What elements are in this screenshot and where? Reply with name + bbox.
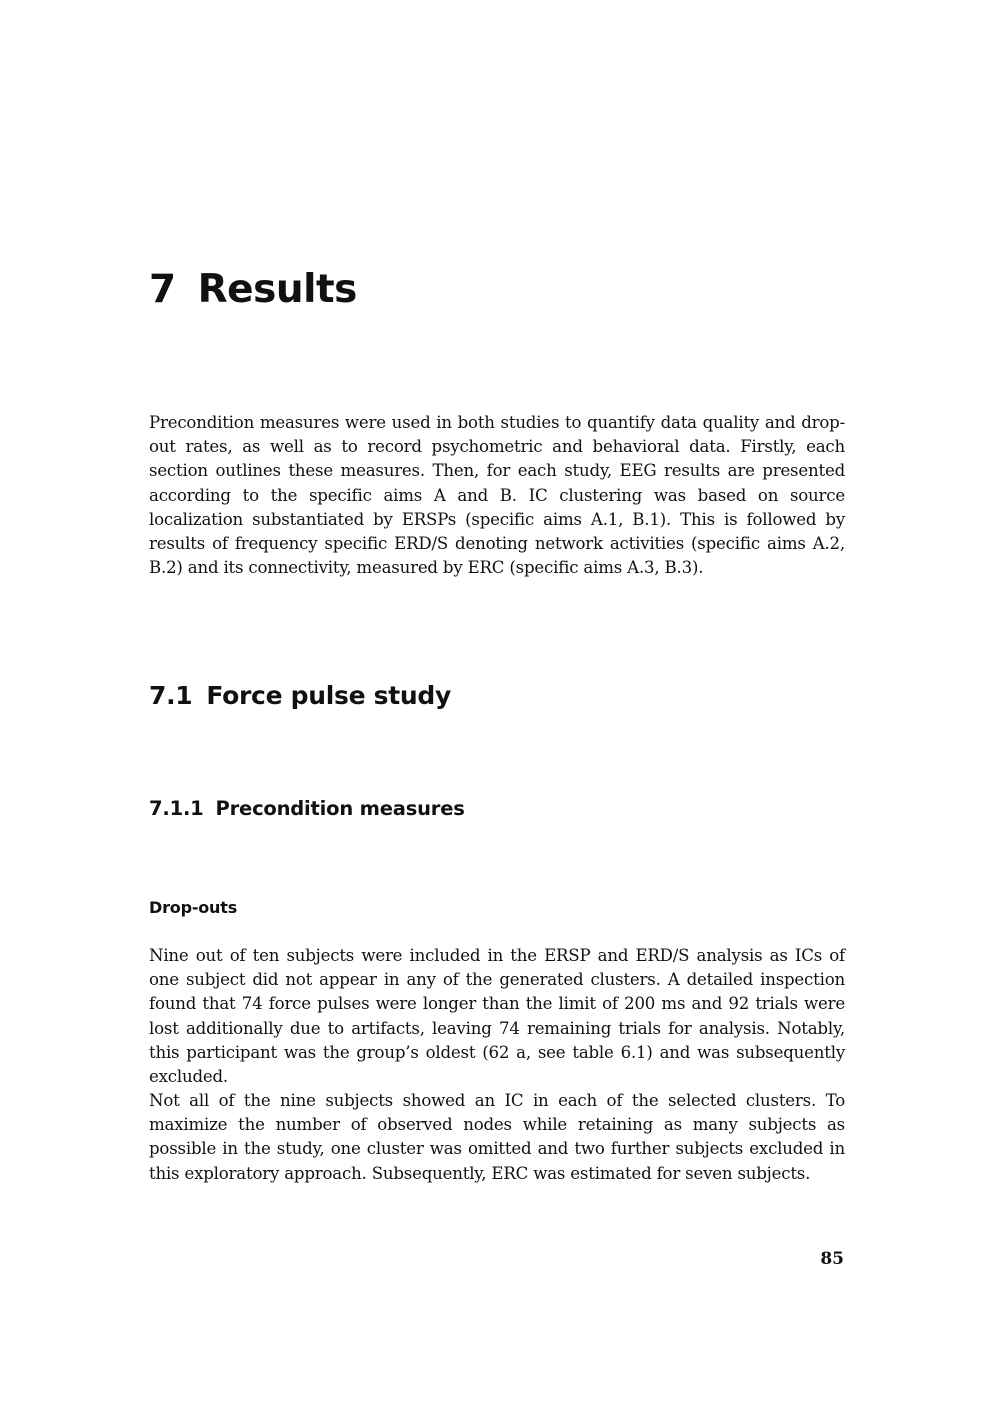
dropouts-paragraph-2: Not all of the nine subjects showed an IC in each of the selected clusters. To maximize the number of observed nodes while retaining as many subjects as possible in the study, one cluster was omitted and two further subjects excluded in this exploratory approach. Subsequently, ERC was estimated for seven subjects. [149, 1091, 845, 1183]
dropouts-heading: Drop-outs [149, 898, 238, 917]
page-number: 85 [820, 1249, 844, 1269]
section-title-text: Force pulse study [206, 681, 451, 710]
chapter-title-text: Results [197, 267, 357, 312]
subsection-number: 7.1.1 [149, 797, 204, 820]
dropouts-paragraph-1: Nine out of ten subjects were included in the ERSP and ERD/S analysis as ICs of one subject did not appear in any of the generated clusters. A detailed inspection found that 74 force pulses were longer than the limit of 200 ms and 92 trials were lost additionally due to artifacts, leaving 74 remaining trials for analysis. Notably, this participant was the group’s oldest (62 a, see table 6.1) and was subsequently excluded. [149, 946, 845, 1087]
section-title [149, 678, 451, 714]
intro-paragraph: Precondition measures were used in both studies to quantify data quality and drop-out rates, as well as to record psychometric and behavioral data. Firstly, each section outlines these measures. Then, for each study, EEG results are presented according to the specific aims A and B. IC clustering was based on source localization substantiated by ERSPs (specific aims A.1, B.1). This is followed by results of frequency specific ERD/S denoting network activities (specific aims A.2, B.2) and its connectivity, measured by ERC (specific aims A.3, B.3). [149, 413, 845, 578]
subsection-title [149, 794, 465, 824]
chapter-number: 7 [149, 267, 176, 312]
section-number: 7.1 [149, 681, 193, 710]
subsection-title-text: Precondition measures [215, 797, 465, 820]
chapter-title [149, 262, 357, 318]
